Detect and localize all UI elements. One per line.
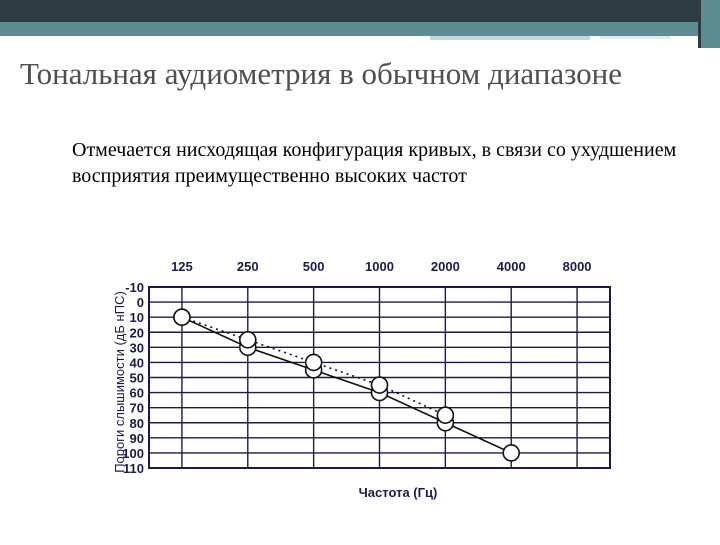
data-point-1 [240, 339, 256, 355]
x-tick-label: 8000 [562, 259, 592, 274]
data-point-1 [174, 309, 190, 325]
y-tick-label: 40 [129, 355, 144, 371]
x-tick-label: 125 [171, 259, 193, 274]
header-end-block [698, 0, 720, 48]
data-point-1 [437, 415, 453, 431]
x-axis-label: Частота (Гц) [358, 485, 438, 500]
plot-frame [149, 287, 610, 468]
y-tick-label: 60 [129, 385, 144, 401]
series-line-1 [182, 317, 511, 453]
y-tick-label: 110 [123, 461, 144, 476]
data-point-2 [372, 377, 388, 393]
x-tick-label: 4000 [496, 259, 526, 274]
data-point-2 [306, 354, 322, 370]
y-tick-label: 30 [129, 340, 144, 356]
slide-body-text: Отмечается нисходящая конфигурация кривых, в связи со ухудшением восприятия преимущественно высоких частот [72, 139, 677, 187]
y-tick-label: 90 [129, 430, 144, 446]
chart-grid [122, 259, 610, 476]
data-point-1 [503, 445, 519, 461]
y-tick-label: 10 [129, 310, 144, 326]
y-tick-label: 100 [122, 445, 144, 461]
x-tick-label: 250 [236, 259, 259, 274]
y-tick-label: 0 [136, 295, 144, 311]
header-decoration [0, 0, 720, 48]
data-point-2 [174, 309, 190, 325]
y-axis-label: Пороги слышимости (дБ нПС) [112, 291, 127, 473]
x-tick-label: 1000 [365, 259, 394, 274]
data-point-1 [372, 385, 388, 401]
y-tick-label: -10 [125, 280, 144, 295]
header-dark-band [0, 0, 720, 22]
y-tick-label: 50 [129, 370, 144, 386]
y-tick-label: 20 [129, 325, 144, 341]
y-tick-label: 70 [129, 400, 144, 416]
x-tick-label: 500 [302, 259, 325, 274]
chart-labels [112, 291, 437, 500]
header-teal-band [0, 22, 720, 36]
data-point-1 [306, 362, 322, 378]
slide-title: Тональная аудиометрия в обычном диапазоне [20, 56, 623, 91]
x-tick-label: 2000 [430, 259, 460, 274]
header-light-stripe-2 [600, 36, 670, 39]
y-tick-label: 80 [129, 415, 144, 431]
chart-lines [182, 317, 511, 453]
data-point-2 [437, 407, 453, 423]
data-point-2 [240, 332, 256, 348]
series-line-2 [182, 317, 445, 415]
header-light-stripe [430, 36, 590, 40]
chart-markers [174, 309, 519, 461]
